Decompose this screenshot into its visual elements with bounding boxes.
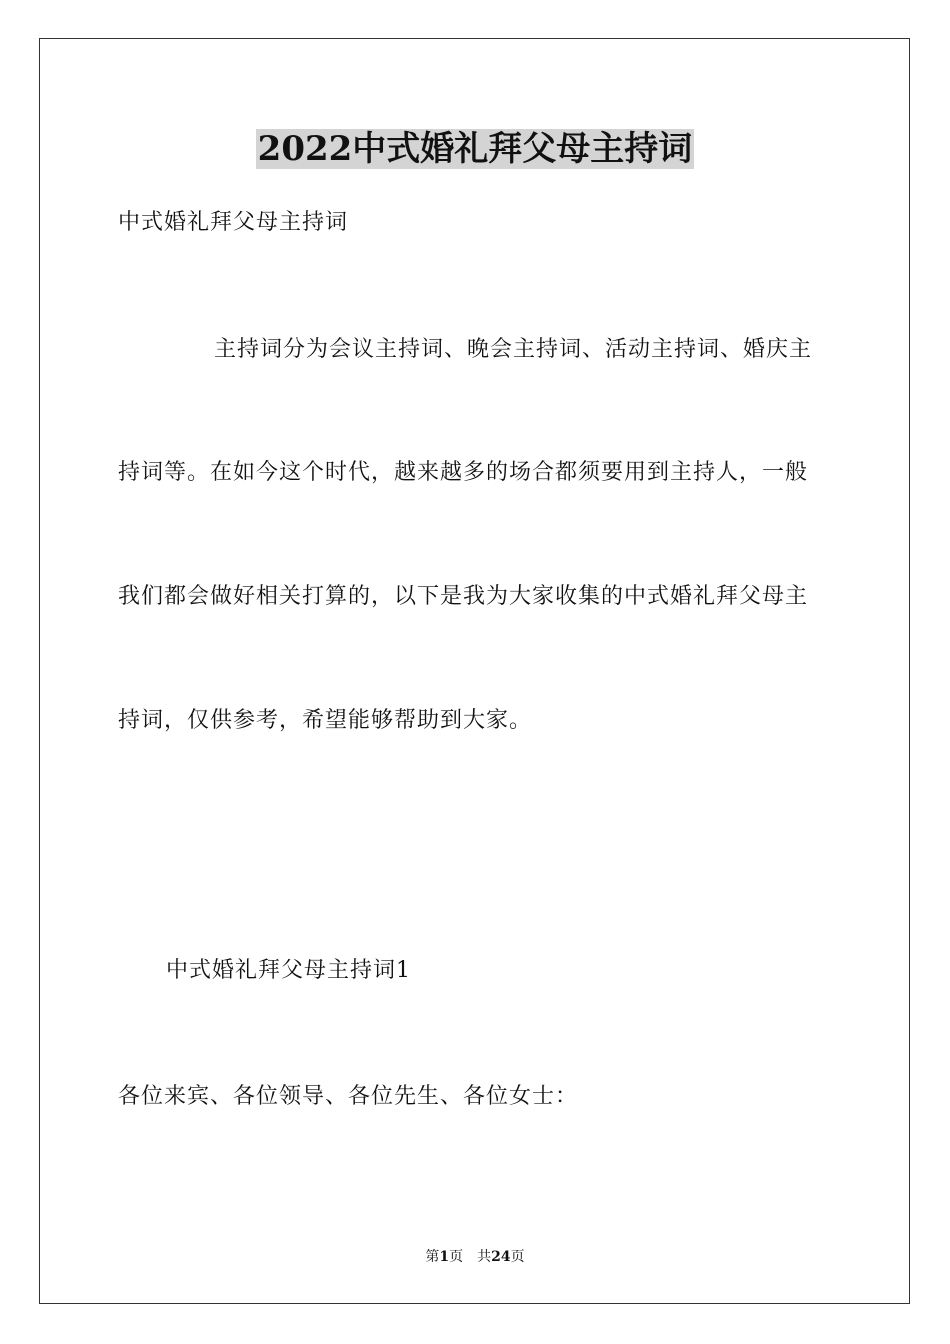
footer-total-suffix: 页: [510, 1249, 525, 1265]
footer-page-total: 24: [491, 1249, 511, 1265]
greeting-line: 各位来宾、各位领导、各位先生、各位女士：: [118, 1084, 579, 1109]
footer-page-current: 1: [439, 1249, 450, 1265]
document-subtitle: 中式婚礼拜父母主持词: [118, 210, 349, 235]
footer-page-suffix: 页: [449, 1249, 464, 1265]
intro-line-3: 我们都会做好相关打算的，以下是我为大家收集的中式婚礼拜父母主: [118, 584, 809, 609]
intro-line-1: 主持词分为会议主持词、晚会主持词、活动主持词、婚庆主: [214, 337, 813, 362]
footer-total-prefix: 共: [477, 1249, 492, 1265]
section-heading: 中式婚礼拜父母主持词1: [166, 958, 411, 983]
page-footer: [0, 1247, 950, 1267]
document-title-text: 2022中式婚礼拜父母主持词: [257, 129, 693, 169]
intro-line-4: 持词，仅供参考，希望能够帮助到大家。: [118, 708, 533, 733]
footer-page-prefix: 第: [425, 1249, 440, 1265]
intro-line-2: 持词等。在如今这个时代，越来越多的场合都须要用到主持人，一般: [118, 460, 809, 485]
document-title: [0, 126, 950, 172]
